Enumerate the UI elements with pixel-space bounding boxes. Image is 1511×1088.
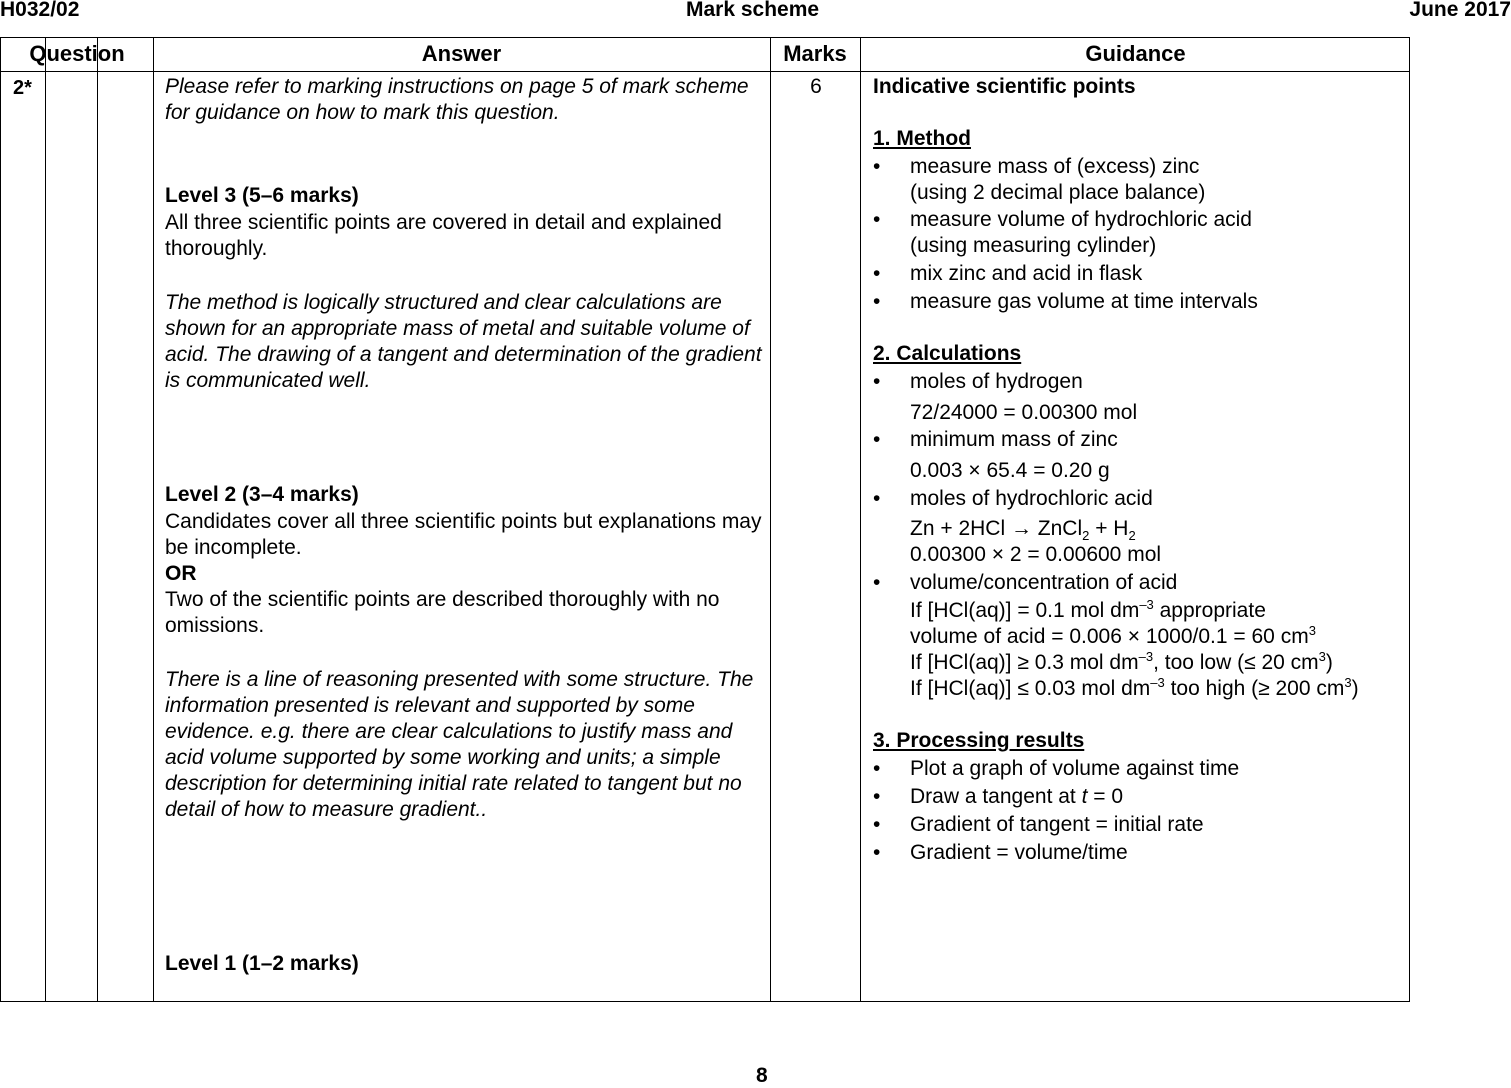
bullet-item: • moles of hydrochloric acid: [873, 486, 1409, 512]
bullet-item: • moles of hydrogen: [873, 369, 1409, 395]
equation-line: Zn + 2HCl → ZnCl$_2$ + $H_2$: [910, 517, 1136, 544]
document-title: Mark scheme: [686, 0, 820, 21]
mark-scheme-table: [0, 37, 1410, 1002]
column-divider: [45, 38, 46, 1001]
bullet-item: • volume/concentration of acid: [873, 570, 1409, 596]
column-header-question: Question: [29, 41, 125, 66]
answer-intro: Please refer to marking instructions on page 5 of mark scheme for guidance on how to mark this question.: [165, 75, 749, 124]
bullet-detail: 0.00300 × 2 = 0.00600 mol: [910, 543, 1162, 566]
concentration-line: volume of acid = 0.006 × 1000/0.1 = 60 $cm^3$: [910, 623, 1316, 648]
column-divider: [153, 38, 154, 1001]
concentration-line: If [HCl(aq)] = 0.1 mol $dm^{-3}$ appropriate: [910, 597, 1266, 622]
bullet-item: • minimum mass of zinc: [873, 427, 1409, 453]
column-header-answer: Answer: [421, 41, 502, 66]
bullet-item: • Draw a tangent at t = 0: [873, 784, 1409, 810]
bullet-detail: 72/24000 = 0.00300 mol: [910, 401, 1138, 424]
bullet-item: • Plot a graph of volume against time: [873, 756, 1409, 782]
level1-title: Level 1 (1–2 marks): [165, 952, 359, 975]
bullet-detail: (using measuring cylinder): [910, 234, 1157, 257]
bullet-item: • measure gas volume at time intervals: [873, 289, 1409, 315]
level3-text: All three scientific points are covered in detail and explained thoroughly.: [165, 211, 722, 260]
concentration-line: If [HCl(aq)] ≤ 0.03 mol $dm^{-3}$ too high (≥ 200 $cm^3$): [910, 675, 1359, 700]
section-method-title: 1. Method: [873, 127, 971, 150]
bullet-item: • Gradient = volume/time: [873, 840, 1409, 866]
level2-communication: There is a line of reasoning presented with some structure. The information presented is relevant and supported by some evidence. e.g. there are clear calculations to justify mass and acid volume supported by some working and units; a simple description for determining initial rate related to tangent but no detail of how to measure gradient..: [165, 668, 754, 821]
column-divider: [860, 38, 861, 1001]
guidance-cell: [873, 72, 1409, 866]
section-calculations-title: 2. Calculations: [873, 342, 1022, 365]
level3-communication: The method is logically structured and clear calculations are shown for an appropriate mass of metal and suitable volume of acid. The drawing of a tangent and determination of the gradient is communicated well.: [165, 291, 762, 392]
column-header-guidance: Guidance: [1085, 41, 1186, 66]
concentration-line: If [HCl(aq)] ≥ 0.3 mol $dm^{-3}$, too low (≤ 20 $cm^3$): [910, 649, 1333, 674]
level2-title: Level 2 (3–4 marks): [165, 483, 359, 506]
column-divider: [97, 38, 98, 1001]
document-code: H032/02: [0, 0, 80, 21]
document-date: June 2017: [1409, 0, 1511, 21]
answer-cell: [165, 72, 765, 977]
bullet-detail: 0.003 × 65.4 = 0.20 g: [910, 459, 1110, 482]
page-number: 8: [756, 1064, 768, 1087]
bullet-detail: (using 2 decimal place balance): [910, 181, 1206, 204]
level2-alternative: Two of the scientific points are described thoroughly with no omissions.: [165, 588, 720, 637]
bullet-item: • Gradient of tangent = initial rate: [873, 812, 1409, 838]
section-processing-title: 3. Processing results: [873, 729, 1085, 752]
level2-text: Candidates cover all three scientific points but explanations may be incomplete.: [165, 510, 762, 559]
question-number: 2*: [13, 77, 32, 99]
bullet-item: • measure volume of hydrochloric acid: [873, 207, 1409, 233]
column-divider: [770, 38, 771, 1001]
column-header-marks: Marks: [783, 41, 847, 66]
marks-value: 6: [810, 75, 822, 98]
guidance-title: Indicative scientific points: [873, 75, 1136, 98]
level3-title: Level 3 (5–6 marks): [165, 184, 359, 207]
bullet-item: • measure mass of (excess) zinc: [873, 154, 1409, 180]
bullet-item: • mix zinc and acid in flask: [873, 261, 1409, 287]
level2-or: OR: [165, 562, 197, 585]
